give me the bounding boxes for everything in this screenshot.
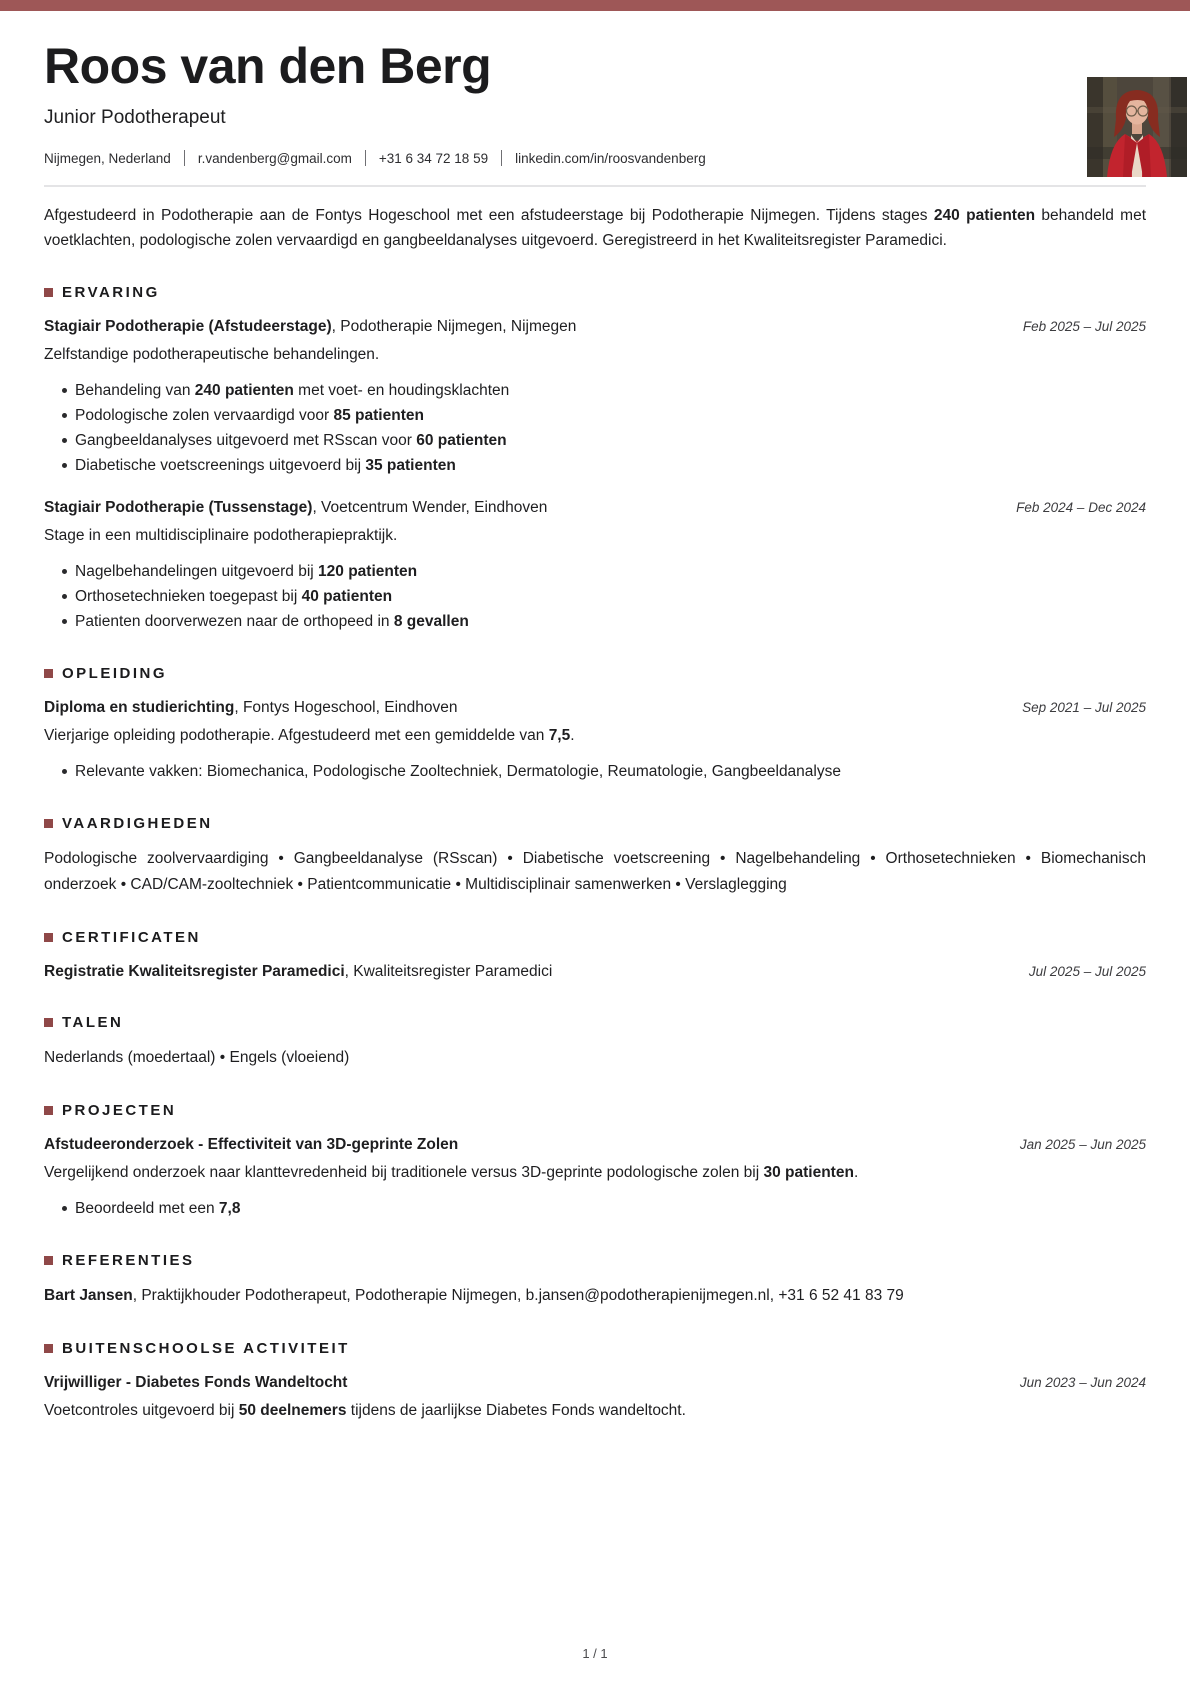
section-opleiding <box>44 665 1146 784</box>
bullet-list <box>44 378 1146 478</box>
section-vaardigheden <box>44 815 1146 898</box>
section-header <box>44 665 1146 682</box>
section-ervaring <box>44 284 1146 634</box>
section-marker-icon <box>44 288 53 297</box>
section-marker-icon <box>44 819 53 828</box>
list-item: Orthosetechnieken toegepast bij 40 patienten <box>75 584 1146 609</box>
section-marker-icon <box>44 669 53 678</box>
list-item: Relevante vakken: Biomechanica, Podologische Zooltechniek, Dermatologie, Reumatologie, Gangbeeldanalyse <box>75 759 1146 784</box>
profile-photo <box>1087 77 1187 177</box>
section-header <box>44 284 1146 301</box>
profile-summary: Afgestudeerd in Podotherapie aan de Fontys Hogeschool met een afstudeerstage bij Podotherapie Nijmegen. Tijdens stages 240 patienten behandeld met voetklachten, podologische zolen vervaardigd en gangbeeldanalyses uitgevoerd. Geregistreerd in het Kwaliteitsregister Paramedici. <box>44 207 1147 249</box>
entry-description: Stage in een multidisciplinaire podotherapiepraktijk. <box>44 527 398 544</box>
experience-entry <box>44 497 1146 634</box>
section-header <box>44 1340 1146 1357</box>
section-projecten <box>44 1102 1146 1221</box>
person-name: Roos van den Berg <box>44 38 492 94</box>
section-header <box>44 815 1146 832</box>
job-title: Junior Podotherapeut <box>44 107 226 128</box>
entry-title: Vrijwilliger - Diabetes Fonds Wandeltocht <box>44 1374 348 1391</box>
entry-date: Sep 2021 – Jul 2025 <box>1022 700 1146 715</box>
reference-line: Bart Jansen, Praktijkhouder Podotherapeut, Podotherapie Nijmegen, b.jansen@podotherapienijmegen.nl, +31 6 52 41 83 79 <box>44 1287 904 1304</box>
entry-title: Stagiair Podotherapie (Tussenstage), Voetcentrum Wender, Eindhoven <box>44 499 548 516</box>
entry-date: Feb 2024 – Dec 2024 <box>1016 500 1146 515</box>
section-heading: OPLEIDING <box>62 665 168 682</box>
list-item: Patienten doorverwezen naar de orthopeed in 8 gevallen <box>75 609 1146 634</box>
contact-divider <box>501 150 502 166</box>
section-heading: BUITENSCHOOLSE ACTIVITEIT <box>62 1340 350 1357</box>
entry-title: Stagiair Podotherapie (Afstudeerstage), Podotherapie Nijmegen, Nijmegen <box>44 318 577 335</box>
entry-date: Jun 2023 – Jun 2024 <box>1019 1375 1146 1390</box>
entry-description: Voetcontroles uitgevoerd bij 50 deelnemers tijdens de jaarlijkse Diabetes Fonds wandeltocht. <box>44 1402 686 1419</box>
activity-entry <box>44 1372 1146 1423</box>
section-talen <box>44 1014 1146 1071</box>
section-marker-icon <box>44 933 53 942</box>
section-certificaten <box>44 929 1146 983</box>
bullet-list <box>44 1196 1146 1221</box>
entry-title: Diploma en studierichting, Fontys Hogeschool, Eindhoven <box>44 699 458 716</box>
contact-phone: +31 6 34 72 18 59 <box>378 150 489 166</box>
contact-divider <box>184 150 185 166</box>
list-item: Podologische zolen vervaardigd voor 85 patienten <box>75 403 1146 428</box>
education-entry <box>44 697 1146 784</box>
profile-photo-illustration <box>1087 77 1187 177</box>
project-entry <box>44 1134 1146 1221</box>
section-heading: PROJECTEN <box>62 1102 177 1119</box>
entry-date: Jan 2025 – Jun 2025 <box>1019 1137 1146 1152</box>
section-heading: TALEN <box>62 1014 124 1031</box>
contact-location: Nijmegen, Nederland <box>44 150 171 166</box>
list-item: Behandeling van 240 patienten met voet- en houdingsklachten <box>75 378 1146 403</box>
entry-description: Vierjarige opleiding podotherapie. Afgestudeerd met een gemiddelde van 7,5. <box>44 727 575 744</box>
accent-bar <box>0 0 1190 11</box>
section-marker-icon <box>44 1256 53 1265</box>
bullet-list <box>44 759 1146 784</box>
contact-divider <box>365 150 366 166</box>
contact-email: r.vandenberg@gmail.com <box>197 150 352 166</box>
section-referenties <box>44 1252 1146 1309</box>
page-indicator: 1 / 1 <box>582 1646 608 1661</box>
entry-title: Afstudeeronderzoek - Effectiviteit van 3D-geprinte Zolen <box>44 1136 459 1153</box>
section-header <box>44 929 1146 946</box>
section-header <box>44 1252 1146 1269</box>
entry-title: Registratie Kwaliteitsregister Paramedici, Kwaliteitsregister Paramedici <box>44 963 553 980</box>
section-buitenschoolse-activiteit <box>44 1340 1146 1423</box>
experience-entry <box>44 316 1146 478</box>
section-marker-icon <box>44 1106 53 1115</box>
contact-linkedin: linkedin.com/in/roosvandenberg <box>515 150 706 166</box>
entry-description: Zelfstandige podotherapeutische behandelingen. <box>44 346 380 363</box>
list-item: Beoordeeld met een 7,8 <box>75 1196 1146 1221</box>
entry-date: Jul 2025 – Jul 2025 <box>1028 964 1146 979</box>
section-heading: ERVARING <box>62 284 160 301</box>
section-heading: REFERENTIES <box>62 1252 195 1269</box>
contact-row <box>44 150 1146 166</box>
section-header <box>44 1102 1146 1119</box>
header-divider <box>44 185 1146 187</box>
entry-description: Vergelijkend onderzoek naar klanttevredenheid bij traditionele versus 3D-geprinte podologische zolen bij 30 patienten. <box>44 1164 859 1181</box>
section-heading: VAARDIGHEDEN <box>62 815 213 832</box>
section-header <box>44 1014 1146 1031</box>
resume-body <box>0 40 1190 1423</box>
bullet-list <box>44 559 1146 634</box>
skills-line: Podologische zoolvervaardiging • Gangbeeldanalyse (RSscan) • Diabetische voetscreening • Nagelbehandeling • Orthosetechnieken • Biomechanisch onderzoek • CAD/CAM-zooltechniek • Patientcommunicatie • Multidisciplinair samenwerken • Verslaglegging <box>44 850 1146 893</box>
section-marker-icon <box>44 1018 53 1027</box>
list-item: Diabetische voetscreenings uitgevoerd bij 35 patienten <box>75 453 1146 478</box>
languages-line: Nederlands (moedertaal) • Engels (vloeiend) <box>44 1049 350 1066</box>
section-heading: CERTIFICATEN <box>62 929 201 946</box>
certificate-entry <box>44 961 1146 983</box>
entry-date: Feb 2025 – Jul 2025 <box>1022 319 1146 334</box>
list-item: Nagelbehandelingen uitgevoerd bij 120 patienten <box>75 559 1146 584</box>
list-item: Gangbeeldanalyses uitgevoerd met RSscan voor 60 patienten <box>75 428 1146 453</box>
section-marker-icon <box>44 1344 53 1353</box>
